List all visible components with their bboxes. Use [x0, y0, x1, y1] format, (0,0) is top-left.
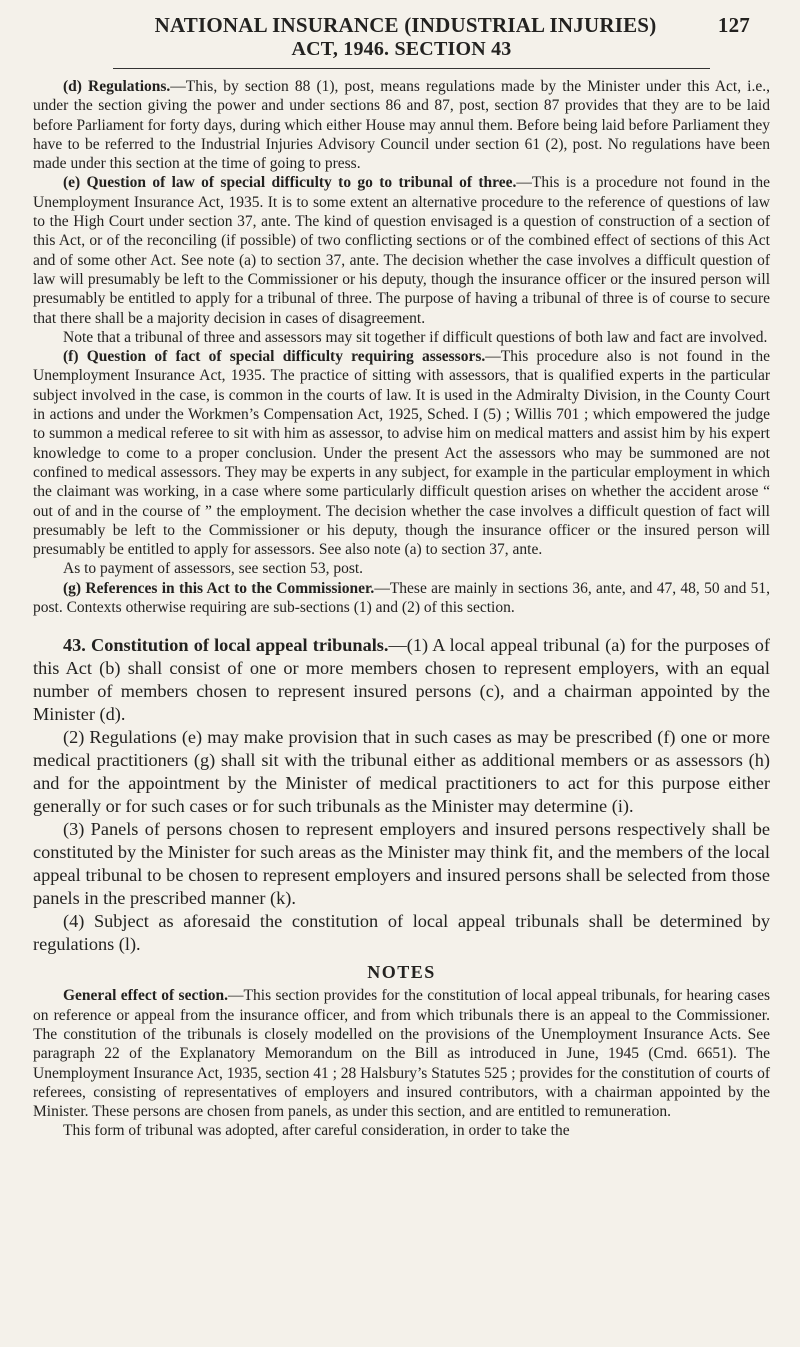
general-effect-heading: General effect of section.: [63, 987, 229, 1005]
note-g-heading: (g) References in this Act to the Commissioner.: [63, 579, 375, 597]
note-e-text: —This is a procedure not found in the Unemployment Insurance Act, 1935. It is to some extent an alternative procedure to the reference of questions of law to the High Court under section 37, ante. The kind of question envisaged is a question of construction of a section of this Act, or of the reconciling (if possible) of two conflicting sections or of the combined effect of sections of this Act and of some other Act. See note (a) to section 37, ante. The decision whether the case involves a difficult question of law will presumably be left to the Commissioner or his deputy, though the insurance officer or the insured person will presumably be entitled to apply for a tribunal of three. The purpose of having a tribunal of three is of course to secure that there shall be a majority decision in cases of disagreement.: [33, 174, 770, 327]
subsection-3: (3) Panels of persons chosen to represent employers and insured persons respectively shall be constituted by the Minister for such areas as the Minister may think fit, and the members of the local appeal tribunal to be chosen to represent employers and insured persons shall be selected from those panels in the prescribed manner (k).: [33, 819, 770, 909]
page-header: [33, 14, 770, 60]
notes-section-43: [33, 986, 770, 1140]
page-number: 127: [717, 13, 750, 37]
note-f-heading: (f) Question of fact of special difficulty requiring assessors.: [63, 348, 486, 366]
note-e-remark: Note that a tribunal of three and assessors may sit together if difficult questions of both law and fact are involved.: [63, 328, 768, 346]
header-rule: [113, 68, 710, 69]
note-f: [33, 347, 770, 559]
notes-heading: NOTES: [367, 962, 436, 983]
subsection-1: [33, 634, 770, 726]
note-g-text: —These are mainly in sections 36, ante, and 47, 48, 50 and 51, post. Contexts otherwise requiring are sub-sections (1) and (2) of this section.: [33, 579, 771, 617]
subsection-1-text: —(1) A local appeal tribunal (a) for the purposes of this Act (b) shall consist of one or more members chosen to represent employers, with an equal number of members chosen to represent insured persons (c), and a chairman appointed by the Minister (d).: [33, 635, 770, 725]
running-subtitle: ACT, 1946. SECTION 43: [291, 38, 512, 60]
note-f-text: —This procedure also is not found in the Unemployment Insurance Act, 1935. The practice of sitting with assessors, that is qualified experts in the particular subject involved in the case, is common in the courts of law. It is used in the Admiralty Division, in the County Court in actions and under the Workmen’s Compensation Act, 1925, Sched. I (5) ; Willis 701 ; which empowered the judge to summon a medical referee to sit with him as assessor, to advise him on medical matters and assist him by his expert knowledge to come to a proper conclusion. Under the present Act the assessors who may be summoned are not confined to medical assessors. They may be experts in any subject, for example in the particular employment in which the claimant was working, in a case where some particularly difficult question arises on whether the accident arose “ out of and in the course of ” the employment. The decision whether the case involves a difficult question of fact will presumably be left to the Commissioner or his deputy, though the insurance officer or the insured person will presumably be entitled to apply for assessors. See also note (a) to section 37, ante.: [33, 348, 770, 559]
note-e: [33, 173, 770, 327]
section-43: [33, 634, 770, 956]
subsection-4: (4) Subject as aforesaid the constitution of local appeal tribunals shall be determined by regulations (l).: [33, 911, 770, 955]
note-e-heading: (e) Question of law of special difficulty to go to tribunal of three.: [63, 174, 517, 192]
note-d-heading: (d) Regulations.: [63, 78, 171, 95]
note-d-text: —This, by section 88 (1), post, means regulations made by the Minister under this Act, i.e., under the section giving the power and under sections 86 and 87, post, section 87 provides that they are to be laid before Parliament for forty days, during which either House may annul them. Before being laid before Parliament they have to be referred to the Industrial Injuries Advisory Council under section 61 (2), post. No regulations have been made under this section at the time of going to press.: [33, 78, 770, 173]
subsection-2: (2) Regulations (e) may make provision that in such cases as may be prescribed (f) one or more medical practitioners (g) shall sit with the tribunal either as additional members or as assessors (h) and for the appointment by the Minister of medical practitioners to act for this purpose either generally or for such cases or for such tribunals as the Minister may determine (i).: [33, 727, 770, 817]
general-effect-text: —This section provides for the constitution of local appeal tribunals, for hearing cases on reference or appeal from the insurance officer, and from which tribunals there is an appeal to the Commissioner. The constitution of the tribunals is closely modelled on the provisions of the Unemployment Insurance Acts. See paragraph 22 of the Explanatory Memorandum on the Bill as introduced in June, 1945 (Cmd. 6651). The Unemployment Insurance Act, 1935, section 41 ; 28 Halsbury’s Statutes 525 ; provides for the constitution of courts of referees, consisting of representatives of employers and insured contributors, with a chairman appointed by the Minister. These persons are chosen from panels, as under this section, and are entitled to remuneration.: [33, 987, 770, 1121]
section-43-heading: 43. Constitution of local appeal tribunals.: [63, 635, 389, 656]
final-line: This form of tribunal was adopted, after careful consideration, in order to take the: [63, 1122, 570, 1140]
note-g: [33, 579, 770, 618]
running-title: NATIONAL INSURANCE (INDUSTRIAL INJURIES): [154, 13, 657, 37]
general-effect-note: [33, 986, 770, 1121]
note-d: [33, 77, 770, 173]
notes-section-42: [33, 77, 770, 617]
note-f-remark: As to payment of assessors, see section 53, post.: [63, 560, 364, 578]
